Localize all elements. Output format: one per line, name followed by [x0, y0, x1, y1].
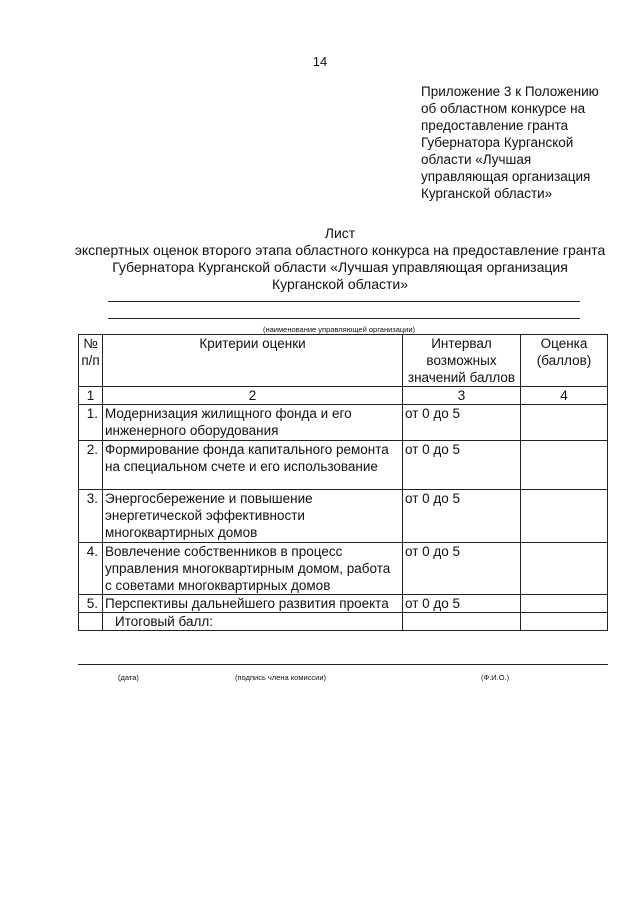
document-title: [60, 225, 620, 293]
row-number: 4.: [79, 543, 103, 595]
row-number: 2.: [79, 441, 103, 490]
org-name-line[interactable]: [108, 318, 580, 319]
column-number: 2: [103, 387, 403, 405]
appendix-line: управляющая организация: [421, 169, 591, 184]
title-line: Курганской области»: [271, 276, 409, 292]
header-interval: Интервал возможных значений баллов: [403, 335, 521, 387]
row-score-input[interactable]: [521, 595, 608, 613]
column-number: 3: [403, 387, 521, 405]
row-interval: от 0 до 5: [403, 595, 521, 613]
name-caption: (Ф.И.О.): [481, 673, 510, 682]
table-row: [79, 595, 608, 613]
row-interval: от 0 до 5: [403, 543, 521, 595]
total-interval-blank: [403, 613, 521, 631]
page-number: 14: [312, 54, 328, 69]
total-label: Итоговый балл:: [103, 613, 403, 631]
appendix-line: Курганской области»: [421, 186, 553, 201]
row-score-input[interactable]: [521, 490, 608, 543]
date-caption: (дата): [118, 673, 139, 682]
row-number: 1.: [79, 405, 103, 441]
row-score-input[interactable]: [521, 405, 608, 441]
signature-caption: (подпись члена комиссии): [235, 673, 327, 682]
row-score-input[interactable]: [521, 441, 608, 490]
appendix-line: предоставление гранта: [421, 118, 569, 133]
row-interval: от 0 до 5: [403, 490, 521, 543]
row-criterion: Перспективы дальнейшего развития проекта: [103, 595, 403, 613]
table-row: [79, 543, 608, 595]
column-number: 1: [79, 387, 103, 405]
row-number: 3.: [79, 490, 103, 543]
header-criteria: Критерии оценки: [103, 335, 403, 387]
signature-line[interactable]: [78, 664, 608, 665]
title-line: Губернатора Курганской области «Лучшая управляющая организация: [112, 259, 568, 275]
row-criterion: Вовлечение собственников в процесс управления многоквартирным домом, работа с советами многоквартирных домов: [103, 543, 403, 595]
org-name-caption: (наименование управляющей организации): [263, 325, 416, 334]
row-number: 5.: [79, 595, 103, 613]
total-score-input[interactable]: [521, 613, 608, 631]
title-line: экспертных оценок второго этапа областного конкурса на предоставление гранта: [74, 242, 606, 258]
total-row: [79, 613, 608, 631]
row-interval: от 0 до 5: [403, 405, 521, 441]
appendix-line: Губернатора Курганской: [421, 135, 574, 150]
table-row: [79, 441, 608, 490]
appendix-line: области «Лучшая: [421, 152, 532, 167]
criteria-table: [78, 334, 608, 631]
appendix-line: Приложение 3 к Положению: [421, 84, 599, 99]
column-number-row: [79, 387, 608, 405]
column-number: 4: [521, 387, 608, 405]
appendix-line: об областном конкурсе на: [421, 101, 586, 116]
row-score-input[interactable]: [521, 543, 608, 595]
table-row: [79, 405, 608, 441]
table-header-row: [79, 335, 608, 387]
row-interval: от 0 до 5: [403, 441, 521, 490]
appendix-note: [421, 83, 621, 202]
org-name-line[interactable]: [108, 301, 580, 302]
total-blank: [79, 613, 103, 631]
header-number: № п/п: [79, 335, 103, 387]
row-criterion: Энергосбережение и повышение энергетической эффективности многоквартирных домов: [103, 490, 403, 543]
header-score: Оценка (баллов): [521, 335, 608, 387]
row-criterion: Формирование фонда капитального ремонта на специальном счете и его использование: [103, 441, 403, 490]
table-row: [79, 490, 608, 543]
title-heading: Лист: [324, 225, 356, 241]
row-criterion: Модернизация жилищного фонда и его инженерного оборудования: [103, 405, 403, 441]
